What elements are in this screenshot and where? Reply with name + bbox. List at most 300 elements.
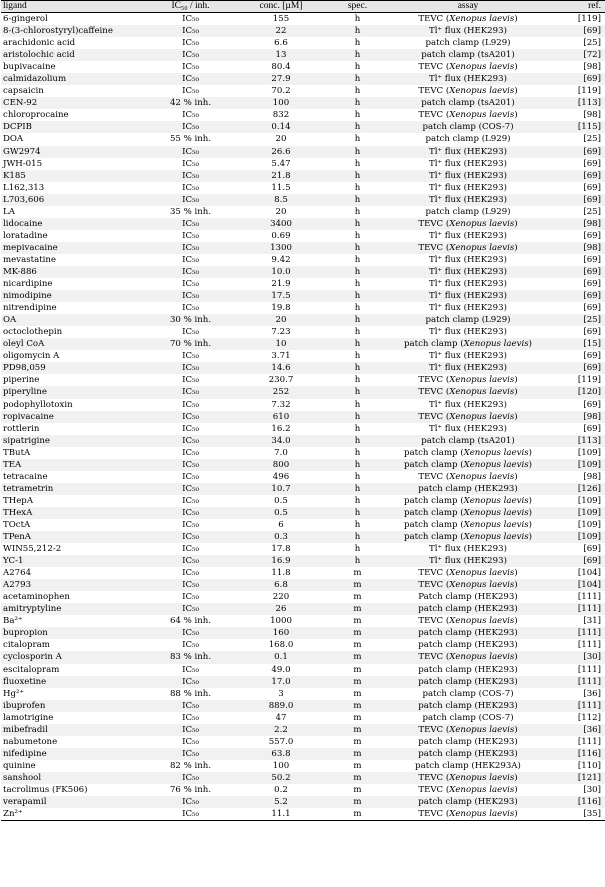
cell-concentration: 5.2 (228, 796, 334, 808)
cell-assay: patch clamp (Xenopus laevis) (404, 519, 532, 530)
cell-species: h (334, 121, 381, 133)
cell-reference: [98] (555, 411, 605, 423)
cell-species: h (354, 158, 361, 169)
cell-species: h (334, 242, 381, 254)
cell-species: h (354, 38, 361, 49)
table-row (1, 61, 605, 73)
cell-concentration: 16.2 (271, 423, 291, 434)
table-row (1, 133, 605, 145)
table-row (1, 411, 605, 423)
table-row (1, 676, 605, 688)
cell-reference: [119] (577, 14, 601, 24)
cell-concentration: 20 (275, 134, 287, 145)
cell-ligand: bupropion (1, 627, 153, 639)
cell-concentration: 49.0 (271, 664, 291, 675)
cell-assay: TEVC (Xenopus laevis) (418, 86, 518, 97)
cell-reference: [69] (583, 182, 601, 193)
header-assay: assay (381, 1, 555, 13)
cell-reference: [111] (555, 627, 605, 639)
cell-concentration: 70.2 (271, 86, 291, 97)
cell-ic50: IC₅₀ (182, 327, 199, 338)
cell-ic50: IC₅₀ (153, 362, 228, 374)
table-row (1, 664, 605, 676)
cell-reference: [69] (583, 303, 601, 314)
cell-assay: patch clamp (L929) (425, 38, 511, 49)
cell-ligand: sipatrigine (1, 435, 153, 447)
cell-concentration: 168.0 (268, 640, 294, 651)
cell-ligand: oleyl CoA (1, 338, 153, 350)
cell-species: h (354, 134, 361, 145)
cell-concentration: 14.6 (228, 362, 334, 374)
cell-reference: [69] (583, 230, 601, 241)
table-row (1, 784, 605, 796)
cell-ligand: 8-(3-chlorostyryl)caffeine (1, 25, 153, 37)
cell-ligand: TEA (1, 459, 153, 471)
cell-assay: TEVC (Xenopus laevis) (418, 471, 518, 482)
cell-reference: [116] (555, 748, 605, 760)
cell-ligand: PD98,059 (1, 362, 153, 374)
cell-ic50: IC₅₀ (153, 579, 228, 591)
cell-reference: [31] (583, 616, 601, 627)
cell-concentration: 7.0 (274, 447, 288, 458)
cell-assay: Tl⁺ flux (HEK293) (381, 194, 555, 206)
cell-concentration: 1300 (228, 242, 334, 254)
cell-species: h (354, 375, 361, 386)
cell-species: h (334, 386, 381, 398)
cell-ic50: IC₅₀ (182, 568, 199, 579)
cell-species: h (334, 555, 381, 567)
cell-concentration: 11.8 (271, 568, 291, 579)
table-row (1, 338, 605, 350)
cell-concentration: 2.2 (228, 724, 334, 736)
cell-ligand: L703,606 (1, 194, 153, 206)
cell-reference: [69] (583, 254, 601, 265)
cell-assay: patch clamp (HEK293) (381, 627, 555, 639)
cell-reference: [69] (555, 73, 605, 85)
cell-ligand: K185 (1, 170, 153, 182)
cell-reference: [35] (555, 808, 605, 821)
ligand-table (1, 0, 605, 821)
cell-concentration: 557.0 (268, 736, 294, 747)
cell-reference: [112] (577, 712, 601, 723)
cell-reference: [113] (555, 435, 605, 447)
cell-concentration: 8.5 (228, 194, 334, 206)
cell-ligand: nitrendipine (3, 303, 57, 314)
cell-assay: patch clamp (Xenopus laevis) (404, 495, 532, 506)
cell-species: m (353, 712, 362, 723)
table-row (1, 688, 605, 700)
cell-ic50: IC₅₀ (182, 423, 199, 434)
cell-reference: [25] (583, 134, 601, 145)
cell-concentration: 220 (272, 592, 290, 603)
cell-concentration: 3 (278, 688, 284, 699)
cell-ic50: IC₅₀ (182, 664, 199, 675)
cell-reference: [111] (555, 603, 605, 615)
cell-concentration: 230.7 (268, 375, 294, 386)
cell-reference: [111] (577, 736, 601, 747)
cell-ligand: TButA (3, 447, 31, 458)
cell-ligand: mepivacaine (1, 242, 153, 254)
table-row (1, 459, 605, 471)
cell-ligand: ibuprofen (1, 700, 153, 712)
cell-concentration: 5.47 (271, 158, 291, 169)
table-row (1, 712, 605, 724)
cell-ligand: tetrametrin (1, 483, 153, 495)
cell-assay: TEVC (Xenopus laevis) (381, 651, 555, 663)
cell-species: h (334, 459, 381, 471)
cell-ic50: IC₅₀ (182, 14, 199, 24)
cell-concentration: 21.8 (228, 170, 334, 182)
table-row (1, 591, 605, 603)
cell-species: h (354, 206, 361, 217)
table-row (1, 37, 605, 49)
cell-reference: [119] (577, 375, 601, 386)
cell-ligand: A2764 (3, 568, 32, 579)
cell-ic50: 55 % inh. (169, 134, 212, 145)
cell-assay: TEVC (Xenopus laevis) (381, 724, 555, 736)
cell-ligand: CEN-92 (1, 97, 153, 109)
table-row (1, 350, 605, 362)
cell-ic50: IC₅₀ (182, 592, 199, 603)
cell-reference: [69] (583, 351, 601, 362)
cell-reference: [30] (583, 785, 601, 795)
cell-species: m (334, 579, 381, 591)
table-row (1, 302, 605, 314)
cell-ligand: DCPIB (1, 121, 153, 133)
cell-ic50: IC₅₀ (182, 519, 199, 530)
cell-ic50: IC₅₀ (182, 399, 199, 410)
cell-species: h (334, 266, 381, 278)
cell-assay: Tl⁺ flux (HEK293) (381, 170, 555, 182)
cell-assay: patch clamp (COS-7) (422, 688, 514, 699)
table-row (1, 109, 605, 121)
cell-reference: [25] (555, 314, 605, 326)
cell-concentration: 832 (272, 110, 290, 121)
cell-species: h (334, 97, 381, 109)
cell-ic50: IC₅₀ (182, 62, 199, 73)
cell-ligand: tacrolimus (FK506) (3, 785, 88, 795)
table-row (1, 194, 605, 206)
cell-ligand: Zn²⁺ (1, 808, 153, 821)
cell-concentration: 17.8 (271, 544, 291, 555)
cell-species: h (354, 544, 361, 555)
table-row (1, 278, 605, 290)
cell-reference: [69] (555, 194, 605, 206)
table-row (1, 206, 605, 218)
cell-ic50: IC₅₀ (153, 603, 228, 615)
cell-assay: patch clamp (HEK293) (381, 748, 555, 760)
cell-ic50: IC₅₀ (182, 351, 199, 362)
cell-assay: Tl⁺ flux (HEK293) (381, 146, 555, 158)
table-row (1, 639, 605, 651)
cell-ic50: IC₅₀ (153, 531, 228, 543)
cell-reference: [69] (555, 170, 605, 182)
cell-ligand: LA (3, 206, 15, 217)
cell-reference: [120] (555, 386, 605, 398)
cell-concentration: 3400 (228, 218, 334, 230)
cell-reference: [104] (577, 568, 601, 579)
cell-reference: [69] (583, 423, 601, 434)
table-row (1, 736, 605, 748)
cell-ic50: 42 % inh. (153, 97, 228, 109)
cell-concentration: 6.6 (274, 38, 288, 49)
cell-assay: TEVC (Xenopus laevis) (381, 218, 555, 230)
cell-species: h (354, 471, 361, 482)
cell-species: h (334, 194, 381, 206)
table-row (1, 13, 605, 26)
cell-ligand: oligomycin A (3, 351, 60, 362)
cell-species: h (354, 351, 361, 362)
cell-reference: [69] (555, 555, 605, 567)
cell-reference: [69] (555, 362, 605, 374)
cell-assay: Tl⁺ flux (HEK293) (429, 399, 507, 410)
cell-species: m (334, 676, 381, 688)
cell-ligand: quinine (3, 760, 36, 771)
cell-assay: Tl⁺ flux (HEK293) (429, 351, 507, 362)
cell-reference: [69] (583, 279, 601, 290)
cell-species: m (334, 772, 381, 784)
cell-ic50: IC₅₀ (182, 640, 199, 651)
table-row (1, 97, 605, 109)
cell-species: m (353, 616, 362, 627)
cell-reference: [69] (583, 399, 601, 410)
cell-ligand: TOctA (3, 519, 31, 530)
cell-ic50: 70 % inh. (153, 338, 228, 350)
table-row (1, 495, 605, 507)
cell-species: h (334, 483, 381, 495)
table-body (1, 13, 605, 821)
cell-species: h (354, 423, 361, 434)
cell-species: h (354, 447, 361, 458)
cell-reference: [119] (577, 86, 601, 97)
cell-species: m (334, 700, 381, 712)
cell-ligand: bupivacaine (3, 62, 56, 73)
cell-concentration: 800 (228, 459, 334, 471)
cell-species: h (334, 73, 381, 85)
table-row (1, 170, 605, 182)
cell-reference: [110] (577, 760, 601, 771)
cell-assay: Tl⁺ flux (HEK293) (381, 266, 555, 278)
cell-ligand: citalopram (3, 640, 50, 651)
table-row (1, 182, 605, 194)
cell-assay: patch clamp (HEK293) (381, 676, 555, 688)
cell-assay: TEVC (Xenopus laevis) (418, 110, 518, 121)
cell-concentration: 26.6 (228, 146, 334, 158)
cell-ligand: capsaicin (3, 86, 44, 97)
cell-assay: TEVC (Xenopus laevis) (381, 242, 555, 254)
cell-concentration: 11.5 (271, 182, 291, 193)
cell-species: m (353, 664, 362, 675)
cell-ic50: IC₅₀ (153, 627, 228, 639)
cell-species: m (353, 736, 362, 747)
cell-concentration: 3.71 (271, 351, 291, 362)
cell-assay: patch clamp (L929) (425, 134, 511, 145)
cell-assay: Tl⁺ flux (HEK293) (429, 423, 507, 434)
cell-ic50: IC₅₀ (153, 386, 228, 398)
cell-assay: TEVC (Xenopus laevis) (381, 411, 555, 423)
cell-species: m (353, 760, 362, 771)
cell-reference: [104] (555, 579, 605, 591)
table-row (1, 772, 605, 784)
table-row (1, 49, 605, 61)
cell-concentration: 63.8 (228, 748, 334, 760)
cell-assay: TEVC (Xenopus laevis) (418, 616, 518, 627)
cell-species: h (354, 399, 361, 410)
cell-reference: [25] (583, 206, 601, 217)
cell-assay: patch clamp (HEK293) (381, 603, 555, 615)
table-row (1, 567, 605, 579)
cell-ic50: IC₅₀ (153, 676, 228, 688)
cell-ic50: IC₅₀ (182, 38, 199, 49)
cell-ligand: Hg²⁺ (3, 688, 24, 699)
cell-concentration: 610 (228, 411, 334, 423)
cell-assay: TEVC (Xenopus laevis) (381, 772, 555, 784)
cell-assay: Tl⁺ flux (HEK293) (381, 362, 555, 374)
cell-species: m (334, 603, 381, 615)
cell-species: h (334, 531, 381, 543)
cell-reference: [109] (555, 507, 605, 519)
cell-concentration: 26 (228, 603, 334, 615)
table-row (1, 85, 605, 97)
cell-assay: TEVC (Xenopus laevis) (418, 375, 518, 386)
cell-ligand: nifedipine (1, 748, 153, 760)
table-row (1, 760, 605, 772)
table-row (1, 121, 605, 133)
cell-concentration: 252 (228, 386, 334, 398)
cell-species: m (353, 688, 362, 699)
cell-ligand: fluoxetine (1, 676, 153, 688)
cell-ligand: aristolochic acid (1, 49, 153, 61)
cell-ligand: octoclothepin (3, 327, 63, 338)
table-row (1, 242, 605, 254)
table-row (1, 374, 605, 386)
table-row (1, 748, 605, 760)
cell-assay: Tl⁺ flux (HEK293) (429, 158, 507, 169)
cell-species: m (334, 724, 381, 736)
cell-ic50: IC₅₀ (153, 808, 228, 821)
cell-concentration: 0.3 (228, 531, 334, 543)
cell-ic50: IC₅₀ (153, 772, 228, 784)
cell-ligand: calmidazolium (1, 73, 153, 85)
table-row (1, 435, 605, 447)
cell-assay: patch clamp (Xenopus laevis) (381, 507, 555, 519)
cell-ic50: IC₅₀ (182, 736, 199, 747)
cell-ic50: IC₅₀ (182, 712, 199, 723)
table-row (1, 218, 605, 230)
cell-ligand: lamotrigine (3, 712, 54, 723)
cell-ic50: IC₅₀ (182, 230, 199, 241)
cell-ic50: IC₅₀ (182, 447, 199, 458)
cell-ic50: IC₅₀ (182, 279, 199, 290)
cell-species: h (334, 25, 381, 37)
cell-ligand: THepA (3, 495, 34, 506)
cell-ligand: loratadine (3, 230, 48, 241)
cell-concentration: 13 (228, 49, 334, 61)
cell-ic50: 83 % inh. (153, 651, 228, 663)
cell-reference: [69] (583, 158, 601, 169)
cell-concentration: 10 (228, 338, 334, 350)
cell-reference: [111] (555, 700, 605, 712)
cell-ligand: YC-1 (1, 555, 153, 567)
cell-ic50: IC₅₀ (153, 796, 228, 808)
cell-ligand: THexA (1, 507, 153, 519)
cell-reference: [109] (577, 519, 601, 530)
cell-ligand: piperine (3, 375, 40, 386)
table-row (1, 808, 605, 821)
table-row (1, 326, 605, 338)
cell-concentration: 21.9 (271, 279, 291, 290)
cell-reference: [98] (555, 242, 605, 254)
cell-concentration: 6.8 (228, 579, 334, 591)
table-row (1, 423, 605, 435)
cell-species: h (354, 182, 361, 193)
cell-concentration: 100 (272, 760, 290, 771)
table-row (1, 627, 605, 639)
cell-ic50: IC₅₀ (153, 435, 228, 447)
cell-reference: [98] (583, 471, 601, 482)
cell-assay: Tl⁺ flux (HEK293) (381, 73, 555, 85)
cell-ic50: IC₅₀ (153, 218, 228, 230)
cell-reference: [98] (583, 62, 601, 73)
cell-concentration: 80.4 (271, 62, 291, 73)
cell-concentration: 27.9 (228, 73, 334, 85)
cell-ic50: IC₅₀ (153, 170, 228, 182)
cell-concentration: 20 (275, 206, 287, 217)
header-ic50: IC₅₀ / inh. (153, 1, 228, 13)
cell-assay: patch clamp (L929) (425, 206, 511, 217)
table-row (1, 543, 605, 555)
cell-ic50: IC₅₀ (182, 303, 199, 314)
table-row (1, 579, 605, 591)
cell-reference: [109] (577, 495, 601, 506)
cell-ligand: mibefradil (1, 724, 153, 736)
cell-concentration: 0.1 (228, 651, 334, 663)
cell-concentration: 0.69 (271, 230, 291, 241)
cell-species: m (353, 640, 362, 651)
header-species: spec. (334, 1, 381, 13)
cell-assay: patch clamp (COS-7) (381, 121, 555, 133)
cell-assay: Patch clamp (HEK293) (418, 592, 518, 603)
table-row (1, 447, 605, 459)
table-row (1, 399, 605, 411)
cell-reference: [98] (583, 110, 601, 121)
cell-reference: [115] (555, 121, 605, 133)
cell-concentration: 20 (228, 314, 334, 326)
cell-concentration: 155 (272, 14, 290, 24)
cell-species: h (354, 14, 361, 24)
cell-assay: TEVC (Xenopus laevis) (381, 386, 555, 398)
cell-reference: [36] (583, 688, 601, 699)
cell-assay: patch clamp (Xenopus laevis) (381, 459, 555, 471)
cell-species: h (354, 519, 361, 530)
cell-concentration: 100 (228, 97, 334, 109)
cell-ligand: nabumetone (3, 736, 58, 747)
cell-concentration: 10.7 (228, 483, 334, 495)
cell-reference: [116] (555, 796, 605, 808)
cell-assay: patch clamp (HEK293A) (415, 760, 521, 771)
cell-assay: patch clamp (tsA201) (381, 49, 555, 61)
cell-concentration: 19.8 (271, 303, 291, 314)
cell-ic50: IC₅₀ (153, 242, 228, 254)
cell-ligand: acetaminophen (3, 592, 70, 603)
cell-ic50: 35 % inh. (169, 206, 212, 217)
cell-ic50: IC₅₀ (182, 182, 199, 193)
cell-assay: patch clamp (Xenopus laevis) (381, 338, 555, 350)
cell-assay: patch clamp (HEK293) (381, 483, 555, 495)
cell-assay: patch clamp (HEK293) (418, 736, 518, 747)
cell-assay: Tl⁺ flux (HEK293) (429, 182, 507, 193)
cell-reference: [111] (577, 592, 601, 603)
